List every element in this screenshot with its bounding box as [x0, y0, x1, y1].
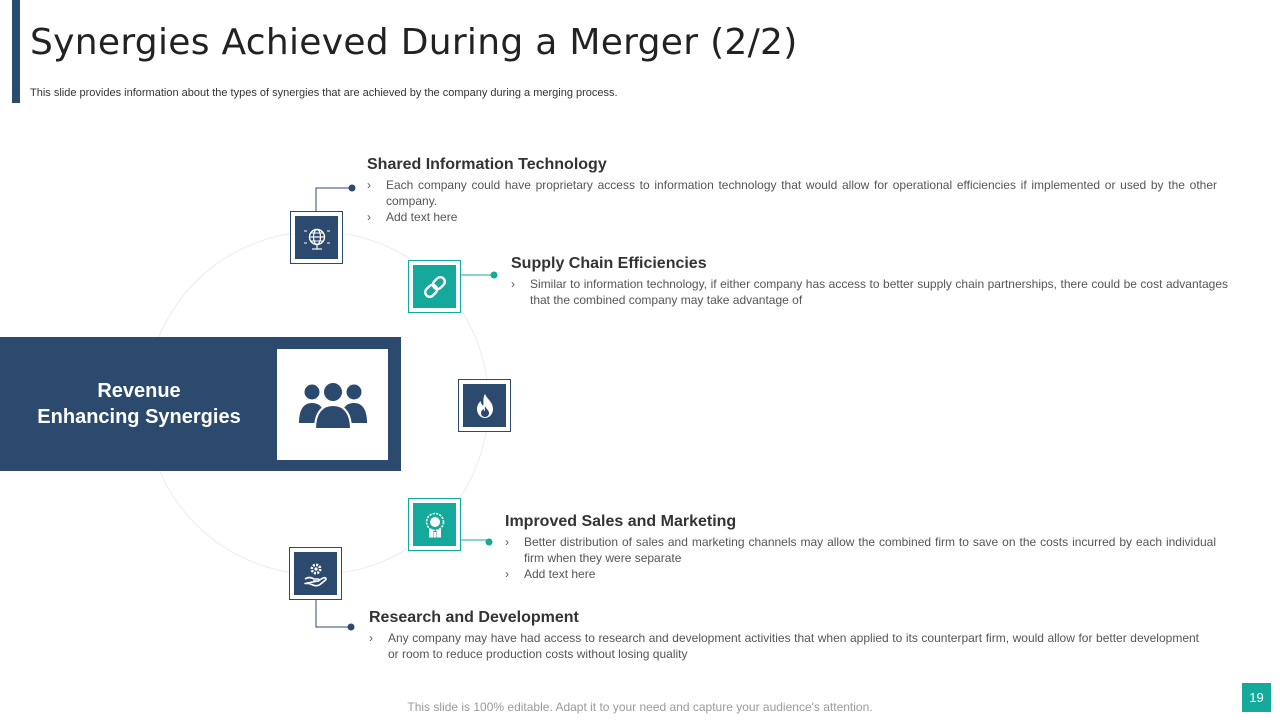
connector-sales-marketing [461, 539, 493, 546]
award-badge-icon [420, 510, 450, 540]
item-research [369, 608, 1199, 662]
banner-icon-box [277, 349, 388, 460]
revenue-banner [0, 337, 401, 471]
item-supply-chain [511, 254, 1228, 308]
hand-gear-icon [301, 559, 331, 589]
flame-icon-box [458, 379, 511, 432]
bullet-item: › Each company could have proprietary access to information technology that would allow for operational efficiencies if implemented or used by the other company. [367, 177, 1217, 209]
flame-icon [470, 391, 500, 421]
connector-research [316, 600, 355, 631]
item-title: Shared Information Technology [367, 156, 607, 173]
globe-chip-icon-box [290, 211, 343, 264]
page-title: Synergies Achieved During a Merger (2/2) [30, 22, 798, 63]
award-badge-icon-box [408, 498, 461, 551]
bullet-list [505, 534, 1216, 582]
bullet-list [367, 177, 1217, 225]
item-title: Research and Development [369, 609, 579, 626]
bullet-item: › Similar to information technology, if either company has access to better supply chain partnerships, there could be cost advantages that the combined company may take advantage of [511, 276, 1228, 308]
bullet-list [511, 276, 1228, 308]
bullet-item: › Add text here [367, 209, 1217, 225]
hand-gear-icon-box [289, 547, 342, 600]
banner-heading [0, 337, 278, 471]
users-group-icon [297, 379, 369, 431]
item-title: Improved Sales and Marketing [505, 513, 737, 530]
page-subtitle: This slide provides information about the types of synergies that are achieved by the company during a merging process. [30, 87, 618, 99]
connector-shared-it [316, 185, 356, 212]
footer-note: This slide is 100% editable. Adapt it to your need and capture your audience's attention. [407, 700, 873, 714]
chain-link-icon-box [408, 260, 461, 313]
bullet-item: › Add text here [505, 566, 1216, 582]
item-sales-marketing [505, 512, 1216, 582]
page-number: 19 [1242, 683, 1271, 712]
bullet-item: › Any company may have had access to research and development activities that when applied to its counterpart firm, would allow for better development or room to reduce production costs without losing quality [369, 630, 1199, 662]
item-shared-it [367, 155, 1217, 225]
item-title: Supply Chain Efficiencies [511, 255, 707, 272]
bullet-list [369, 630, 1199, 662]
bullet-item: › Better distribution of sales and marketing channels may allow the combined firm to save on the costs incurred by each individual firm when they were separate [505, 534, 1216, 566]
globe-chip-icon [302, 223, 332, 253]
banner-line-1: Revenue [97, 380, 181, 402]
banner-line-2: Enhancing Synergies [37, 406, 241, 428]
chain-link-icon [420, 272, 450, 302]
connector-supply-chain [461, 272, 498, 279]
